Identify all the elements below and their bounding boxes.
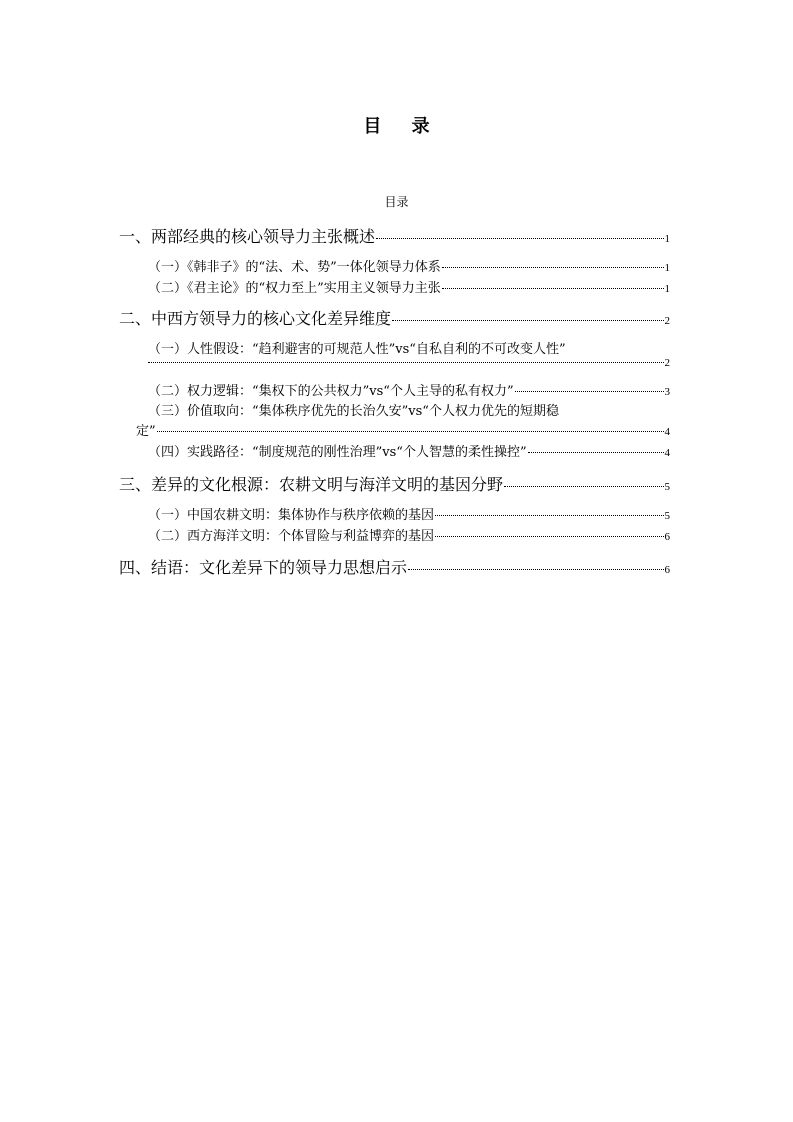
toc-page-number: 1 <box>664 283 670 295</box>
toc-entry-label: （一）中国农耕文明：集体协作与秩序依赖的基因 <box>148 508 435 523</box>
leader-dots <box>528 452 664 453</box>
toc-page-number: 1 <box>664 233 670 245</box>
leader-dots <box>504 486 663 487</box>
leader-dots <box>376 238 663 239</box>
toc-entry-label: 四、结语：文化差异下的领导力思想启示 <box>119 558 408 577</box>
toc-entry-label: 二、中西方领导力的核心文化差异维度 <box>119 309 392 328</box>
toc-entry-section-2-2[interactable] <box>148 380 670 399</box>
toc-page-number: 4 <box>664 426 670 438</box>
toc-page-number: 3 <box>664 386 670 398</box>
leader-dots <box>442 267 664 268</box>
leader-dots <box>148 362 664 363</box>
toc-entry-section-1-1[interactable] <box>148 256 670 275</box>
toc-entry-label: （二）《君主论》的“权力至上”实用主义领导力主张 <box>148 281 441 296</box>
toc-entry-label-line1: （三）价值取向：“集体秩序优先的长治久安”vs“个人权力优先的短期稳 <box>148 404 559 419</box>
toc-entry-section-3-1[interactable] <box>148 504 670 523</box>
page-title: 目 录 <box>363 116 442 137</box>
toc-page-number: 5 <box>664 510 670 522</box>
toc-entry-section-2-3-cont[interactable] <box>136 420 670 439</box>
toc-page-number: 6 <box>664 564 670 576</box>
leader-dots <box>515 391 664 392</box>
toc-entry-label: （二）西方海洋文明：个体冒险与利益博弈的基因 <box>148 529 435 544</box>
toc-page-number: 4 <box>664 447 670 459</box>
leader-dots <box>392 320 663 321</box>
toc-entry-section-1-2[interactable] <box>148 277 670 296</box>
toc-page-number: 2 <box>664 315 670 327</box>
toc-entry-label: （一）人性假设：“趋利避害的可规范人性”vs“自私自利的不可改变人性” <box>148 342 566 357</box>
toc-entry-section-2-3[interactable] <box>148 400 559 419</box>
toc-entry-label: （一）《韩非子》的“法、术、势”一体化领导力体系 <box>148 260 441 275</box>
leader-dots <box>408 569 663 570</box>
toc-entry-section-3-2[interactable] <box>148 525 670 544</box>
toc-entry-label: 一、两部经典的核心领导力主张概述 <box>119 227 376 246</box>
leader-dots <box>435 515 663 516</box>
toc-entry-label: 三、差异的文化根源：农耕文明与海洋文明的基因分野 <box>119 475 504 494</box>
leader-dots <box>435 536 663 537</box>
toc-entry-section-2-1[interactable] <box>148 338 566 357</box>
toc-entry-section-2-4[interactable] <box>148 441 670 460</box>
toc-entry-label: （四）实践路径：“制度规范的刚性治理”vs“个人智慧的柔性操控” <box>148 445 527 460</box>
toc-entry-section-2[interactable] <box>119 306 670 329</box>
toc-entry-section-3[interactable] <box>119 472 670 495</box>
toc-entry-section-2-1-leader[interactable] <box>148 357 670 369</box>
toc-page-number: 5 <box>664 481 670 493</box>
toc-page-number: 6 <box>664 531 670 543</box>
toc-page-number: 1 <box>664 262 670 274</box>
toc-entry-section-4[interactable] <box>119 555 670 578</box>
leader-dots <box>157 431 664 432</box>
toc-entry-section-1[interactable] <box>119 224 670 247</box>
toc-entry-label: （二）权力逻辑：“集权下的公共权力”vs“个人主导的私有权力” <box>148 384 514 399</box>
toc-entry-label-line2: 定” <box>136 424 156 439</box>
toc-page-number: 2 <box>664 357 670 369</box>
toc-caption: 目录 <box>384 195 409 209</box>
leader-dots <box>442 288 664 289</box>
